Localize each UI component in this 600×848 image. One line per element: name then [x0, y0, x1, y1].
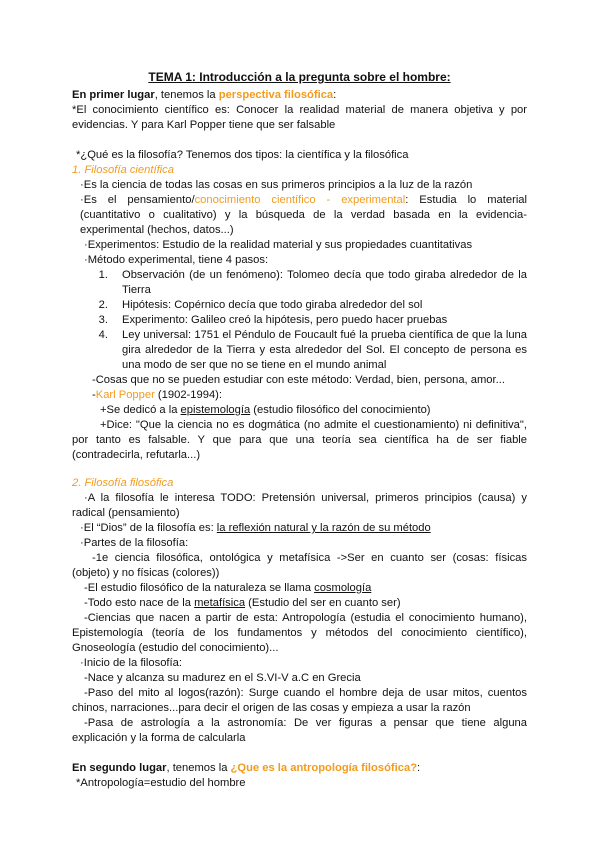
metaphysics-term: metafísica — [194, 597, 246, 609]
philosophy-question: *¿Qué es la filosofía? Tenemos dos tipos: la científica y la filosófica — [76, 149, 409, 161]
step-text: Observación (de un fenómeno): Tolomeo decía que todo giraba alrededor de la Tierra — [122, 269, 527, 296]
intro-line — [72, 88, 527, 103]
metaphysics-b: (Estudio del ser en cuanto ser) — [245, 597, 401, 609]
section2-cosmology — [72, 581, 527, 596]
section2-god-a: ·El “Dios” de la filosofía es: — [80, 522, 217, 534]
second-end: : — [417, 762, 421, 774]
anthropology-def: *Antropología=estudio del hombre — [76, 777, 246, 789]
popper-dash: - — [92, 389, 96, 401]
document-body — [72, 70, 527, 791]
section1-def2-highlight: conocimiento científico - experimental — [194, 194, 406, 206]
step-number: 4. — [98, 329, 108, 341]
section2-born: -Nace y alcanza su madurez en el S.VI-V a.C en Grecia — [84, 672, 361, 684]
science-definition: *El conocimiento científico es: Conocer la realidad material de manera objetiva y por evidencias. Y para Karl Popper tiene que ser falsable — [72, 104, 527, 131]
second-lead: En segundo lugar — [72, 762, 167, 774]
popper-name: Karl Popper — [95, 389, 155, 401]
intro-mid: , tenemos la — [154, 89, 219, 101]
popper-line — [72, 388, 527, 403]
popper-epi-a: +Se dedicó a la — [100, 404, 181, 416]
section2-astro: -Pasa de astrología a la astronomía: De ver figuras a pensar que tiene alguna explicación y la forma de calcularla — [72, 717, 527, 744]
second-highlight: ¿Que es la antropología filosófica? — [230, 762, 418, 774]
section2-mito: -Paso del mito al logos(razón): Surge cuando el hombre deja de usar mitos, cuentos chinos, narraciones...para decir el origen de las cosas y empieza a usar la razón — [72, 687, 527, 714]
method-steps-list — [72, 268, 527, 373]
method-step — [72, 298, 527, 313]
section2-sciences: -Ciencias que nacen a partir de esta: Antropología (estudia el conocimiento humano), Epistemología (teoría de los fundamentos y métodos del conocimiento científico), Gnoseología (estudio del conocimiento)... — [72, 612, 527, 654]
section1-def2 — [72, 193, 527, 238]
experiments-line: ·Experimentos: Estudio de la realidad material y sus propiedades cuantitativas — [84, 239, 473, 251]
metaphysics-a: -Todo esto nace de la — [84, 597, 195, 609]
section2-heading: 2. Filosofía filosófica — [72, 477, 174, 489]
section2-interest: ·A la filosofía le interesa TODO: Pretensión universal, primeros principios (causa) y radical (pensamiento) — [72, 492, 527, 519]
section1-def1: ·Es la ciencia de todas las cosas en sus primeros principios a la luz de la razón — [80, 179, 473, 191]
cannot-study-line: -Cosas que no se pueden estudiar con este método: Verdad, bien, persona, amor... — [92, 374, 505, 386]
popper-quote: +Dice: "Que la ciencia no es dogmática (no admite el cuestionamiento) ni definitiva", por tanto es falsable. Y que para que una teoría sea científica ha de ser fiable (contradecirla, refutarla...) — [72, 419, 527, 461]
cosmology-a: -El estudio filosófico de la naturaleza se llama — [84, 582, 315, 594]
popper-years: (1902-1994): — [154, 389, 222, 401]
section2-parts: ·Partes de la filosofía: — [80, 537, 189, 549]
step-text: Ley universal: 1751 el Péndulo de Foucault fué la prueba científica de que la luna gira alrededor de la Tierra y esta alrededor del Sol. El concepto de persona es una modo de ser que no se tiene en el mundo animal — [122, 329, 527, 371]
method-line: ·Método experimental, tiene 4 pasos: — [84, 254, 269, 266]
section2-parts1: -1e ciencia filosófica, ontológica y metafísica ->Ser en cuanto ser (cosas: físicas (objeto) y no físicas (colores)) — [72, 552, 527, 579]
section1-heading: 1. Filosofía científica — [72, 164, 174, 176]
intro-highlight: perspectiva filosófica — [218, 89, 334, 101]
method-step — [72, 328, 527, 373]
step-number: 1. — [98, 269, 108, 281]
section2-start: ·Inicio de la filosofía: — [80, 657, 182, 669]
step-number: 3. — [98, 314, 108, 326]
section1-def2-a: ·Es el pensamiento/ — [80, 194, 195, 206]
second-line — [72, 761, 527, 776]
intro-lead: En primer lugar — [72, 89, 155, 101]
intro-end: : — [333, 89, 337, 101]
section1-def2-b: : Estudia lo material (cuantitativo o cualitativo) y la búsqueda de la verdad basada en la evidencia-experimental (hechos, datos...) — [80, 194, 528, 236]
method-step — [72, 313, 527, 328]
popper-epi-b: (estudio filosófico del conocimiento) — [250, 404, 431, 416]
cosmology-term: cosmología — [314, 582, 372, 594]
second-mid: , tenemos la — [166, 762, 231, 774]
step-text: Hipótesis: Copérnico decía que todo giraba alrededor del sol — [122, 299, 423, 311]
section2-god-underline: la reflexión natural y la razón de su método — [216, 522, 431, 534]
popper-epistemology — [72, 403, 527, 418]
step-number: 2. — [98, 299, 108, 311]
page-title: TEMA 1: Introducción a la pregunta sobre el hombre: — [148, 70, 451, 84]
epistemology-term: epistemología — [180, 404, 251, 416]
section2-god — [72, 521, 527, 536]
method-step — [72, 268, 527, 298]
step-text: Experimento: Galileo creó la hipótesis, pero puedo hacer pruebas — [122, 314, 448, 326]
section2-metaphysics — [72, 596, 527, 611]
